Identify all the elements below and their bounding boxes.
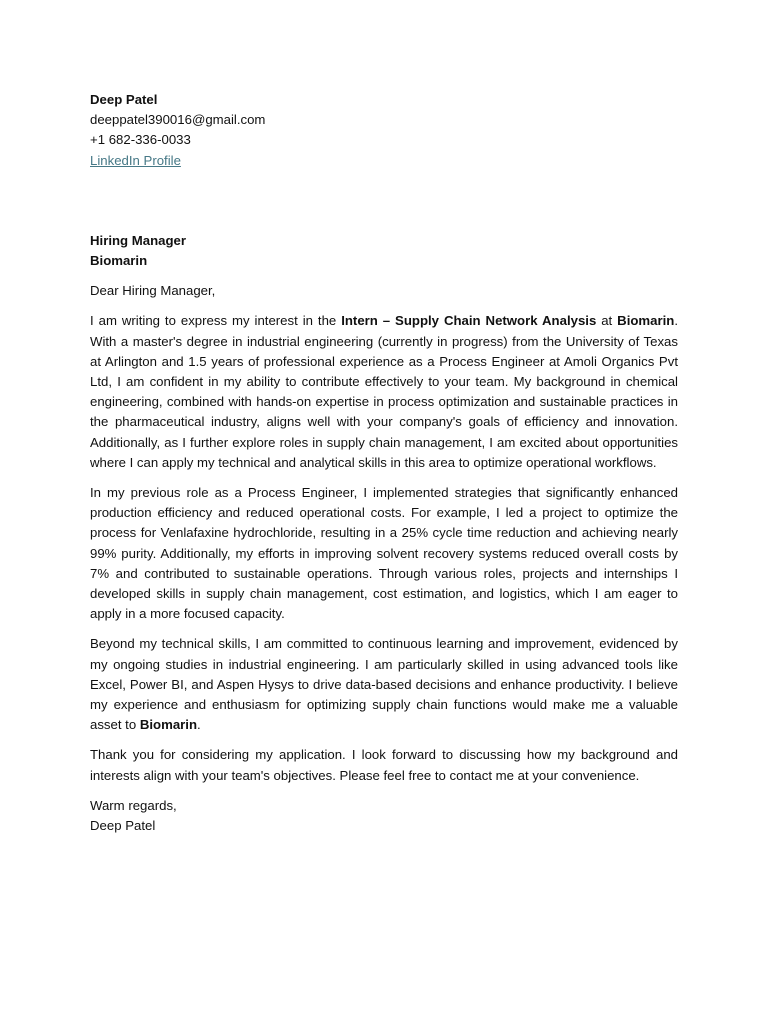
skills-company: Biomarin <box>139 717 198 733</box>
linkedin-profile-link[interactable]: LinkedIn Profile <box>90 152 181 168</box>
recipient-title: Hiring Manager <box>90 232 186 248</box>
sender-name: Deep Patel <box>90 92 158 107</box>
paragraph-skills <box>90 634 678 735</box>
closing: Warm regards, <box>90 797 177 813</box>
skills-end: . <box>197 717 201 733</box>
skills-text: Beyond my technical skills, I am committed to continuous learning and improvement, evidenced by my ongoing studies in industrial engineering. I am particularly skilled in using advanced tools like Excel, Power BI, and Aspen Hysys to drive data-based decisions and enhance productivity. I believe my experience and enthusiasm for optimizing supply chain functions would make me a valuable asset to <box>90 636 678 733</box>
paragraph-intro <box>90 311 678 473</box>
intro-company: Biomarin <box>617 313 675 329</box>
intro-position: Intern – Supply Chain Network Analysis <box>341 313 597 329</box>
intro-connector: at <box>596 313 618 329</box>
greeting: Dear Hiring Manager, <box>90 283 216 299</box>
signature: Deep Patel <box>90 818 156 834</box>
intro-lead: I am writing to express my interest in the <box>90 313 342 329</box>
sender-block <box>90 90 678 171</box>
recipient-block <box>90 231 678 271</box>
recipient-company: Biomarin <box>90 253 148 269</box>
sender-email: deeppatel390016@gmail.com <box>90 112 266 128</box>
signoff-block <box>90 796 678 836</box>
paragraph-experience: In my previous role as a Process Engineer, I implemented strategies that significantly enhanced production efficiency and reduced operational costs. For example, I led a project to optimize the process for Venlafaxine hydrochloride, resulting in a 25% cycle time reduction and achieving nearly 99% purity. Additionally, my efforts in improving solvent recovery systems reduced overall costs by 7% and contributed to sustainable operations. Through various roles, projects and internships I developed skills in supply chain management, cost estimation, and logistics, which I am eager to apply in a more focused capacity. <box>90 485 678 622</box>
sender-phone: +1 682-336-0033 <box>90 132 191 148</box>
paragraph-thanks: Thank you for considering my application. I look forward to discussing how my background and interests align with your team's objectives. Please feel free to contact me at your convenience. <box>90 747 678 783</box>
intro-rest: . With a master's degree in industrial engineering (currently in progress) from the University of Texas at Arlington and 1.5 years of professional experience as a Process Engineer at Amoli Organics Pvt Ltd, I am confident in my ability to contribute effectively to your team. My background in chemical engineering, combined with hands-on expertise in process optimization and sustainable practices in the pharmaceutical industry, aligns well with your company's goals of efficiency and innovation. Additionally, as I further explore roles in supply chain management, I am excited about opportunities where I can apply my technical and analytical skills in this area to optimize operational workflows. <box>90 313 678 470</box>
cover-letter <box>90 90 678 836</box>
